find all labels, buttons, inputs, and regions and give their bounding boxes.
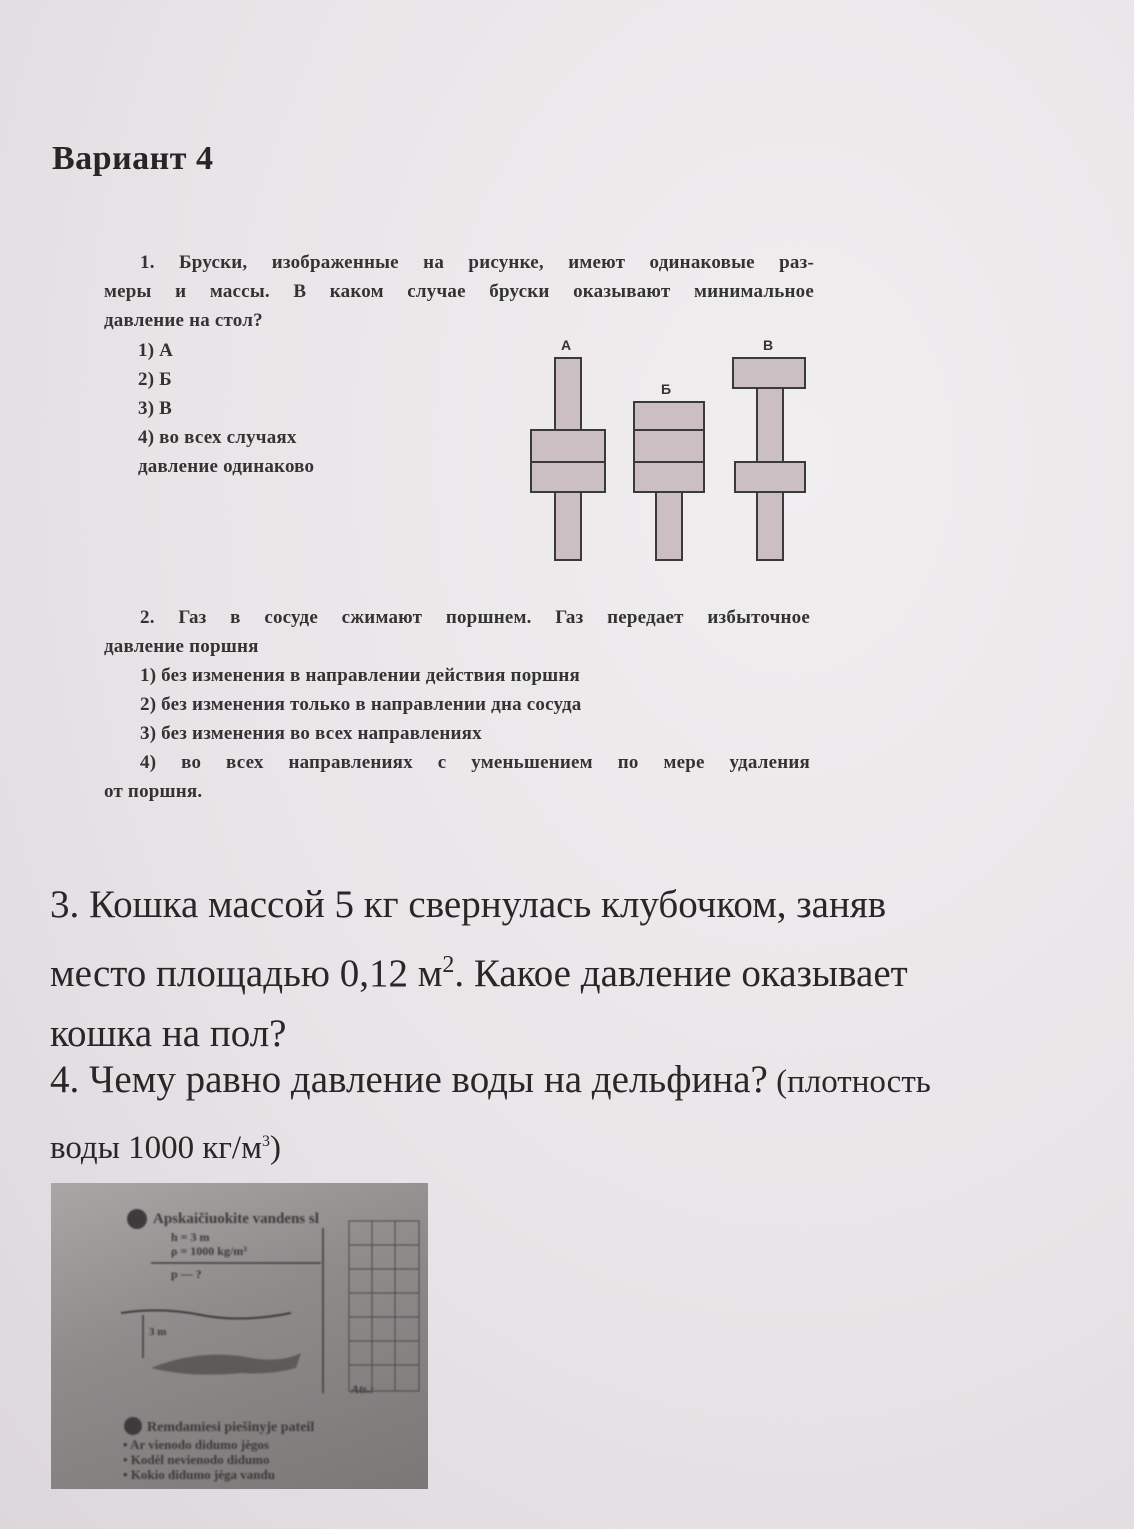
question-4-text	[50, 1050, 1134, 1178]
q2-option-2: 2) без изменения только в направлении дна сосуда	[140, 694, 582, 715]
bullet-3: • Kokio didumo jėga vandu	[123, 1467, 275, 1482]
answer-label: Ats.:	[351, 1382, 375, 1396]
q3-line-1: 3. Кошка массой 5 кг свернулась клубочком, заняв	[50, 883, 887, 926]
block-a-bottom	[555, 492, 581, 560]
q2-option-3: 3) без изменения во всех направлениях	[140, 723, 482, 744]
q4-line-1	[50, 1050, 1134, 1112]
exercise-7-number: 7.	[132, 1213, 141, 1227]
answer-grid	[349, 1221, 419, 1391]
q4-line-2-b: )	[270, 1130, 281, 1166]
q1-line: меры и массы. В каком случае бруски оказывают минимальное	[104, 281, 814, 302]
block-a-horizontal-1	[531, 430, 605, 462]
q3-line-2-b: . Какое давление оказывает	[454, 952, 908, 995]
given-h: h = 3 m	[171, 1230, 210, 1244]
q2-option-4: 4) во всех направлениях с уменьшением по мере удаления	[140, 752, 810, 773]
block-b-3	[634, 462, 704, 492]
block-b-1	[634, 402, 704, 430]
q1-line: 1. Бруски, изображенные на рисунке, имеют одинаковые раз-	[140, 252, 814, 273]
q2-line: давление поршня	[104, 636, 259, 657]
blocks-figure	[520, 330, 820, 570]
q1-line: давление на стол?	[104, 310, 263, 331]
figure-label-b: Б	[661, 381, 672, 397]
q1-option-4-cont: давление одинаково	[138, 456, 315, 477]
q3-line-2	[50, 935, 1130, 1004]
textbook-photo-content	[51, 1183, 428, 1489]
question-1-text	[104, 248, 814, 335]
q1-option-2: 2) Б	[138, 369, 172, 390]
question-1-options	[138, 336, 398, 481]
block-c-middle	[757, 388, 783, 462]
q3-line-2-a: место площадью 0,12 м	[50, 952, 443, 995]
water-surface	[121, 1310, 291, 1318]
q1-option-1: 1) А	[138, 340, 174, 361]
q1-option-3: 3) В	[138, 398, 173, 419]
exercise-7-heading: Apskaičiuokite vandens sl	[153, 1211, 319, 1227]
bullet-2: • Kodėl nevienodo didumo	[123, 1452, 270, 1467]
variant-title: Вариант 4	[52, 140, 214, 177]
given-p: p — ?	[171, 1267, 202, 1281]
q4-unit-superscript: 3	[262, 1133, 270, 1150]
block-a-horizontal-2	[531, 462, 605, 492]
figure-label-a: А	[561, 337, 572, 353]
bullet-1: • Ar vienodo didumo jėgos	[123, 1437, 269, 1452]
block-b-bottom	[656, 492, 682, 560]
q3-unit-superscript: 2	[442, 952, 455, 978]
exercise-8-number: 8.	[128, 1421, 137, 1433]
figure-label-c: В	[763, 337, 774, 353]
question-2-text	[104, 603, 810, 806]
q1-option-4: 4) во всех случаях	[138, 427, 297, 448]
q2-option-1: 1) без изменения в направлении действия поршня	[140, 665, 581, 686]
q4-question: 4. Чему равно давление воды на дельфина?	[50, 1058, 768, 1101]
block-c-horizontal	[735, 462, 805, 492]
given-rho: ρ = 1000 kg/m³	[171, 1244, 247, 1258]
q3-line-3: кошка на пол?	[50, 1012, 287, 1055]
block-b-2	[634, 430, 704, 462]
textbook-photo	[51, 1183, 428, 1489]
dolphin-icon	[151, 1353, 301, 1375]
block-c-top	[733, 358, 805, 388]
q4-line-2	[50, 1112, 1134, 1178]
depth-label: 3 m	[149, 1326, 167, 1338]
block-a-top	[555, 358, 581, 430]
q2-option-4-tail: от поршня.	[104, 781, 203, 802]
q2-line: 2. Газ в сосуде сжимают поршнем. Газ передает избыточное	[140, 607, 810, 628]
block-c-bottom	[757, 492, 783, 560]
exercise-8-heading: Remdamiesi piešinyje pateil	[147, 1420, 315, 1435]
q4-line-2-a: воды 1000 кг/м	[50, 1130, 262, 1166]
q4-density-note: (плотность	[767, 1064, 931, 1100]
question-3-text	[50, 875, 1130, 1064]
